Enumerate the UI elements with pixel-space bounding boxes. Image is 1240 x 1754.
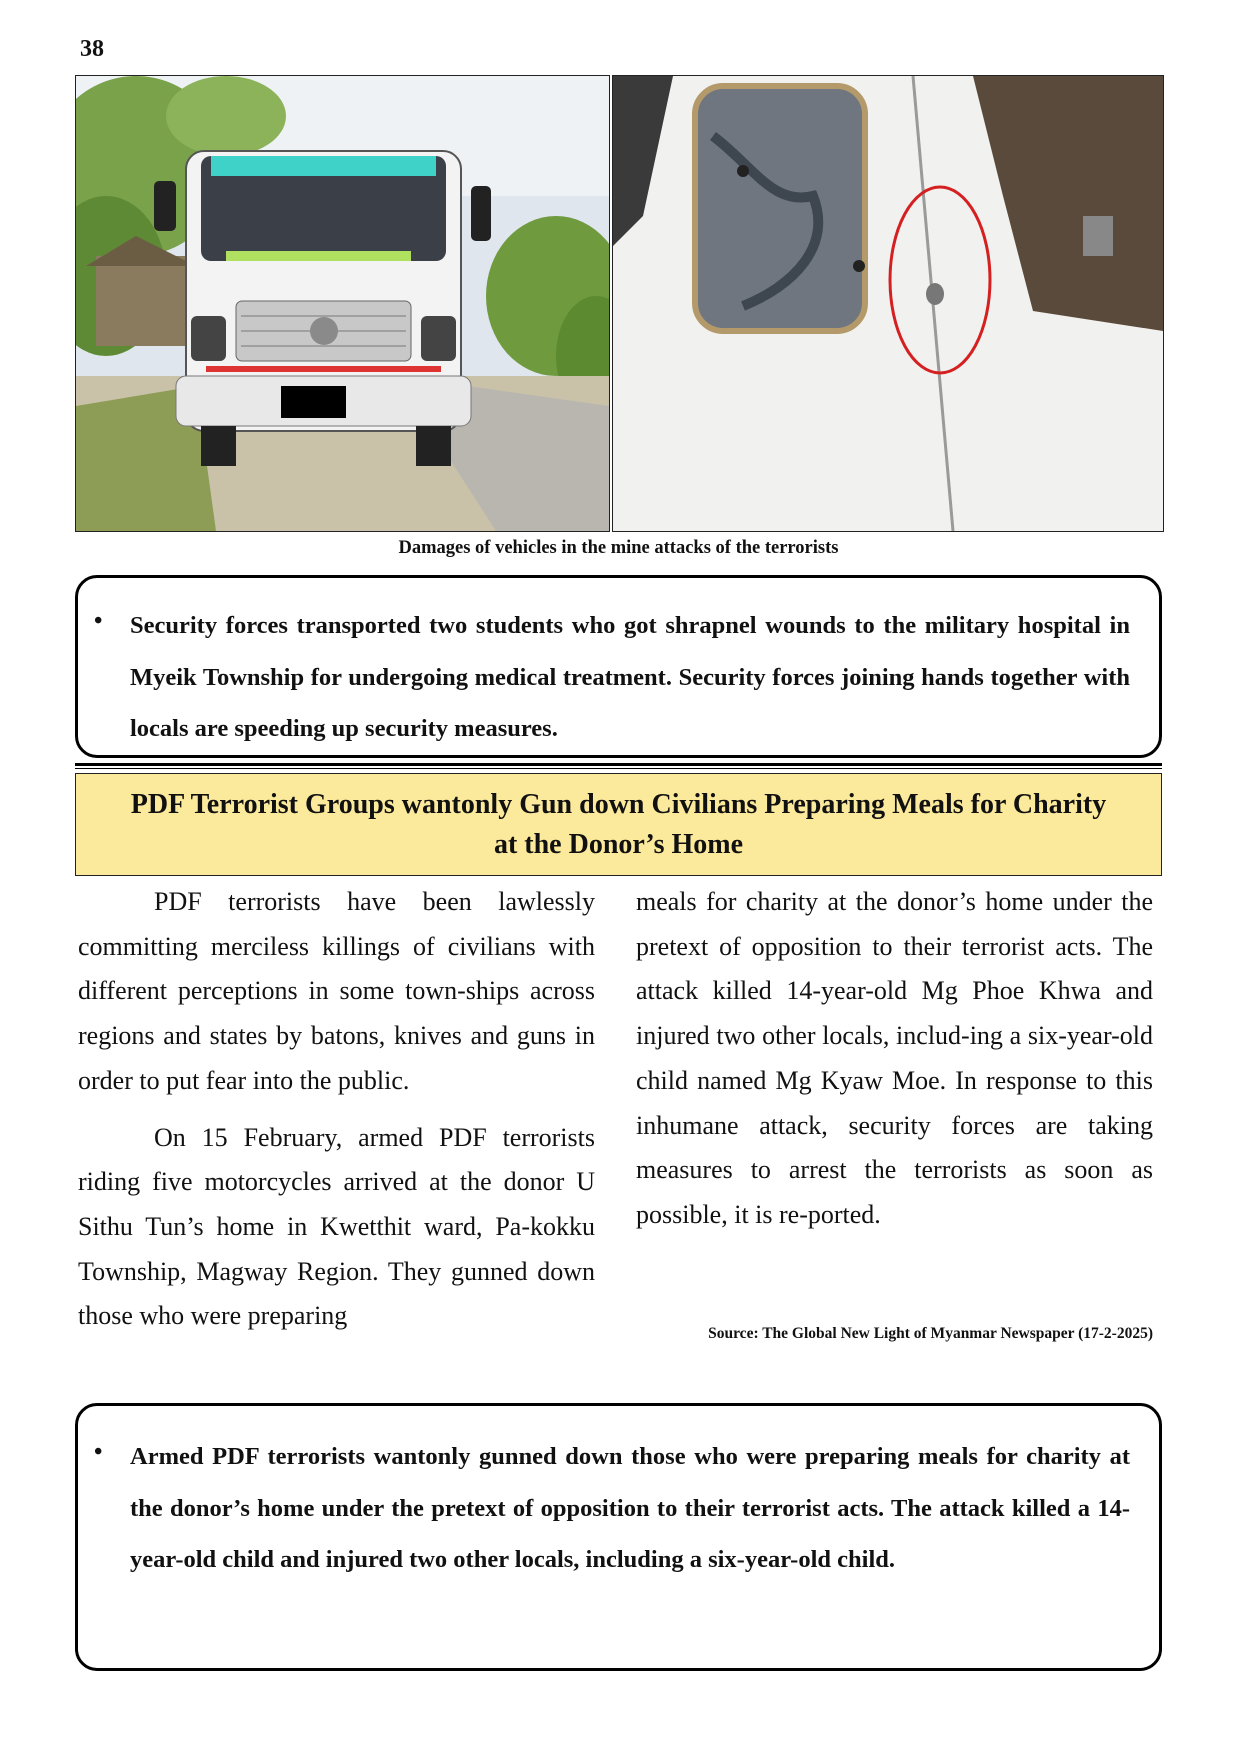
article-column-right [636,880,1153,1238]
page-number: 38 [80,36,104,62]
bullet-icon: • [94,1439,103,1465]
article-paragraph: On 15 February, armed PDF terrorists riding five motorcycles arrived at the donor U Sithu Tun’s home in Kwetthit ward, Pa-kokku Township, Magway Region. They gunned down those who were preparing [78,1122,595,1331]
vehicle-door-illustration [613,76,1163,531]
article-headline: PDF Terrorist Groups wantonly Gun down Civilians Preparing Meals for Charity at the Donor’s Home [130,788,1107,860]
photo-caption: Damages of vehicles in the mine attacks of the terrorists [398,538,839,558]
headline-banner [75,773,1162,876]
article-paragraph: meals for charity at the donor’s home under the pretext of opposition to their terrorist acts. The attack killed 14-year-old Mg Phoe Khwa and injured two other locals, includ-ing a six-year-old child named Mg Kyaw Moe. In response to this inhumane attack, security forces are taking measures to arrest the terrorists as soon as possible, it is re-ported. [636,887,1153,1229]
bullet-icon: • [94,608,103,634]
article-column-left [78,880,595,1339]
callout-top-text: Security forces transported two students who got shrapnel wounds to the military hospital in Myeik Township for undergoing medical treatment. Security forces joining hands together with locals are speeding up security measures. [130,612,1130,742]
truck-damage-photo [75,75,610,532]
truck-illustration [76,76,609,531]
callout-bottom-text: Armed PDF terrorists wantonly gunned down those who were preparing meals for charity at the donor’s home under the pretext of opposition to their terrorist acts. The attack killed a 14-year-old child and injured two other locals, including a six-year-old child. [130,1443,1130,1573]
section-divider [75,763,1162,769]
summary-callout-top [75,575,1162,758]
article-paragraph: PDF terrorists have been lawlessly committing merciless killings of civilians with different perceptions in some town-ships across regions and states by batons, knives and guns in order to put fear into the public. [78,887,595,1095]
source-citation: Source: The Global New Light of Myanmar Newspaper (17-2-2025) [708,1325,1153,1342]
summary-callout-bottom [75,1403,1162,1671]
vehicle-door-damage-photo [612,75,1164,532]
